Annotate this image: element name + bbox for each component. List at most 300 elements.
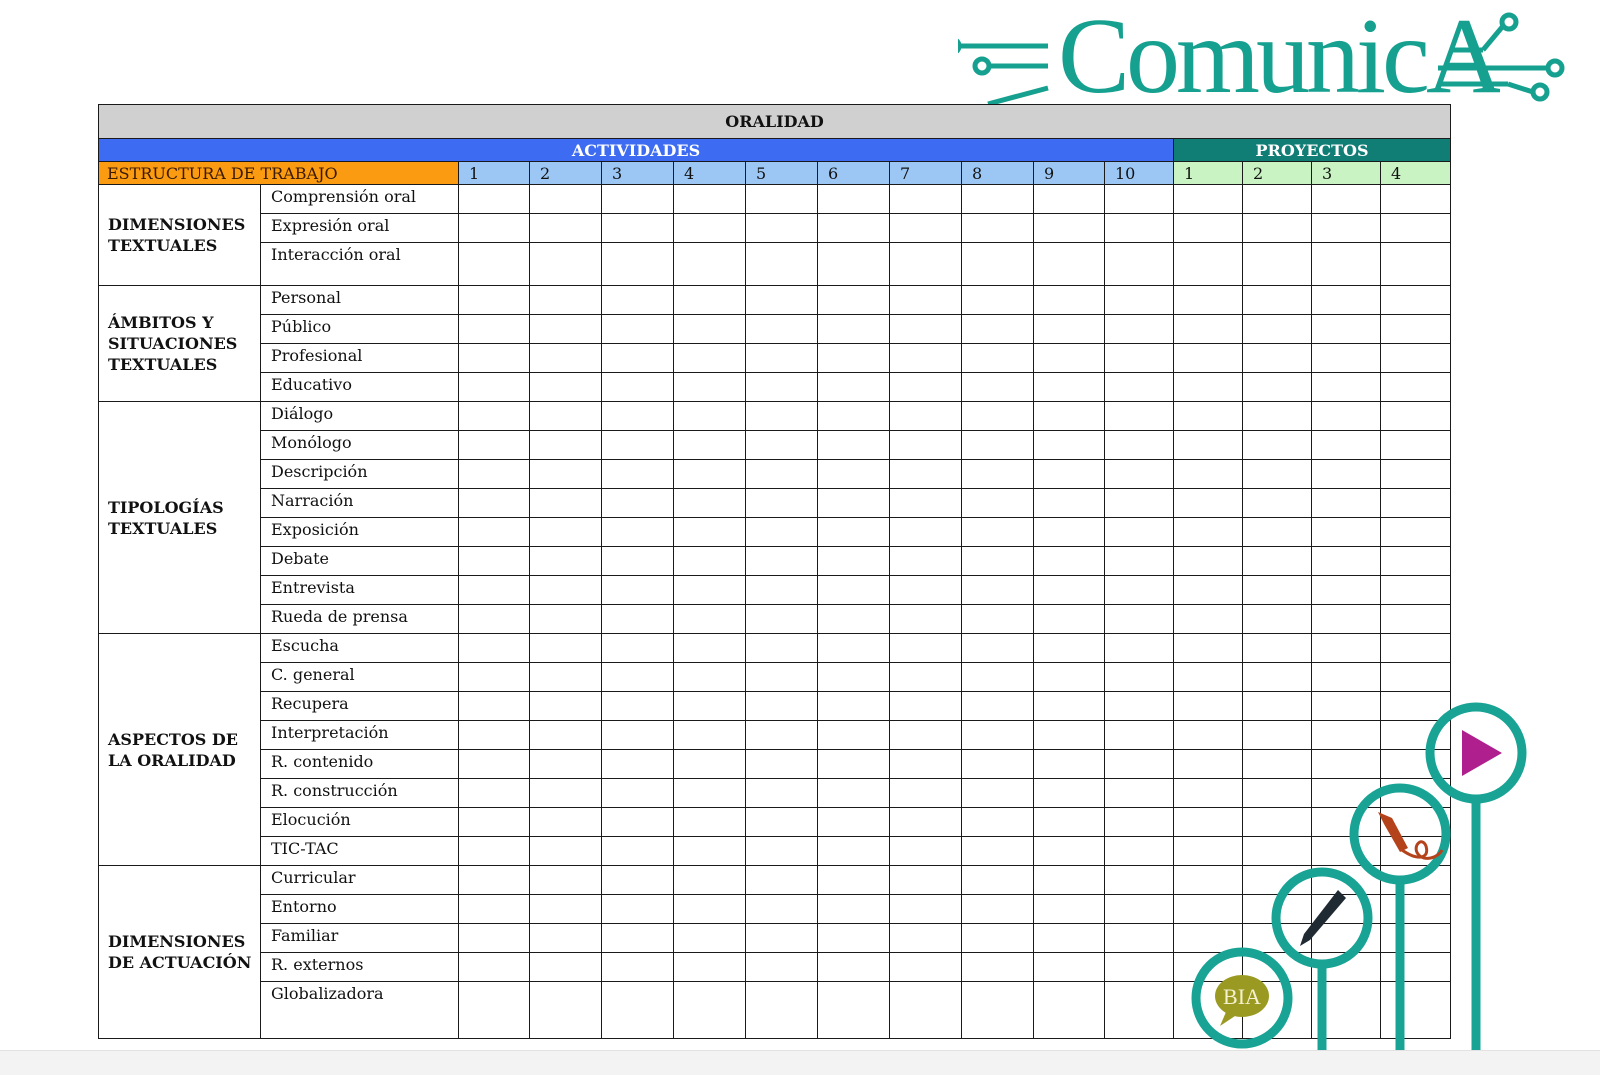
- empty-cell[interactable]: [818, 431, 890, 460]
- empty-cell[interactable]: [674, 518, 746, 547]
- empty-cell[interactable]: [890, 243, 962, 286]
- empty-cell[interactable]: [962, 185, 1034, 214]
- empty-cell[interactable]: [1312, 460, 1381, 489]
- empty-cell[interactable]: [1312, 185, 1381, 214]
- empty-cell[interactable]: [890, 547, 962, 576]
- empty-cell[interactable]: [1243, 373, 1312, 402]
- empty-cell[interactable]: [530, 344, 602, 373]
- empty-cell[interactable]: [746, 576, 818, 605]
- empty-cell[interactable]: [1312, 214, 1381, 243]
- empty-cell[interactable]: [746, 692, 818, 721]
- empty-cell[interactable]: [1174, 315, 1243, 344]
- empty-cell[interactable]: [459, 924, 530, 953]
- empty-cell[interactable]: [1034, 344, 1105, 373]
- empty-cell[interactable]: [602, 750, 674, 779]
- empty-cell[interactable]: [459, 837, 530, 866]
- empty-cell[interactable]: [459, 402, 530, 431]
- empty-cell[interactable]: [818, 460, 890, 489]
- empty-cell[interactable]: [962, 373, 1034, 402]
- empty-cell[interactable]: [459, 214, 530, 243]
- empty-cell[interactable]: [962, 750, 1034, 779]
- empty-cell[interactable]: [818, 373, 890, 402]
- empty-cell[interactable]: [459, 866, 530, 895]
- empty-cell[interactable]: [602, 460, 674, 489]
- empty-cell[interactable]: [1381, 518, 1451, 547]
- empty-cell[interactable]: [1312, 315, 1381, 344]
- empty-cell[interactable]: [674, 721, 746, 750]
- empty-cell[interactable]: [674, 953, 746, 982]
- empty-cell[interactable]: [602, 402, 674, 431]
- empty-cell[interactable]: [962, 489, 1034, 518]
- empty-cell[interactable]: [1174, 663, 1243, 692]
- empty-cell[interactable]: [1243, 460, 1312, 489]
- empty-cell[interactable]: [1105, 663, 1174, 692]
- empty-cell[interactable]: [1105, 373, 1174, 402]
- empty-cell[interactable]: [530, 866, 602, 895]
- empty-cell[interactable]: [674, 750, 746, 779]
- empty-cell[interactable]: [1105, 750, 1174, 779]
- empty-cell[interactable]: [962, 924, 1034, 953]
- empty-cell[interactable]: [818, 779, 890, 808]
- empty-cell[interactable]: [1312, 576, 1381, 605]
- empty-cell[interactable]: [1312, 663, 1381, 692]
- empty-cell[interactable]: [818, 214, 890, 243]
- empty-cell[interactable]: [890, 518, 962, 547]
- empty-cell[interactable]: [890, 286, 962, 315]
- empty-cell[interactable]: [602, 692, 674, 721]
- empty-cell[interactable]: [1174, 576, 1243, 605]
- empty-cell[interactable]: [1312, 431, 1381, 460]
- empty-cell[interactable]: [962, 866, 1034, 895]
- empty-cell[interactable]: [530, 214, 602, 243]
- empty-cell[interactable]: [1243, 634, 1312, 663]
- empty-cell[interactable]: [962, 692, 1034, 721]
- empty-cell[interactable]: [530, 924, 602, 953]
- empty-cell[interactable]: [459, 431, 530, 460]
- empty-cell[interactable]: [1034, 315, 1105, 344]
- empty-cell[interactable]: [962, 837, 1034, 866]
- empty-cell[interactable]: [530, 243, 602, 286]
- empty-cell[interactable]: [602, 924, 674, 953]
- empty-cell[interactable]: [1105, 489, 1174, 518]
- empty-cell[interactable]: [602, 663, 674, 692]
- empty-cell[interactable]: [1243, 547, 1312, 576]
- empty-cell[interactable]: [530, 605, 602, 634]
- empty-cell[interactable]: [962, 460, 1034, 489]
- empty-cell[interactable]: [1034, 750, 1105, 779]
- empty-cell[interactable]: [1034, 460, 1105, 489]
- empty-cell[interactable]: [530, 721, 602, 750]
- empty-cell[interactable]: [890, 185, 962, 214]
- empty-cell[interactable]: [746, 243, 818, 286]
- empty-cell[interactable]: [602, 373, 674, 402]
- empty-cell[interactable]: [746, 460, 818, 489]
- empty-cell[interactable]: [1105, 547, 1174, 576]
- empty-cell[interactable]: [890, 344, 962, 373]
- empty-cell[interactable]: [746, 837, 818, 866]
- empty-cell[interactable]: [459, 185, 530, 214]
- empty-cell[interactable]: [890, 953, 962, 982]
- empty-cell[interactable]: [1034, 634, 1105, 663]
- empty-cell[interactable]: [962, 214, 1034, 243]
- empty-cell[interactable]: [602, 286, 674, 315]
- empty-cell[interactable]: [674, 460, 746, 489]
- empty-cell[interactable]: [602, 779, 674, 808]
- empty-cell[interactable]: [818, 185, 890, 214]
- empty-cell[interactable]: [1105, 982, 1174, 1039]
- empty-cell[interactable]: [674, 808, 746, 837]
- empty-cell[interactable]: [674, 344, 746, 373]
- empty-cell[interactable]: [746, 895, 818, 924]
- empty-cell[interactable]: [1312, 489, 1381, 518]
- empty-cell[interactable]: [1174, 344, 1243, 373]
- empty-cell[interactable]: [1312, 243, 1381, 286]
- empty-cell[interactable]: [962, 605, 1034, 634]
- empty-cell[interactable]: [1243, 344, 1312, 373]
- empty-cell[interactable]: [602, 431, 674, 460]
- empty-cell[interactable]: [746, 982, 818, 1039]
- empty-cell[interactable]: [746, 721, 818, 750]
- empty-cell[interactable]: [890, 721, 962, 750]
- empty-cell[interactable]: [1174, 431, 1243, 460]
- empty-cell[interactable]: [1034, 808, 1105, 837]
- empty-cell[interactable]: [818, 924, 890, 953]
- empty-cell[interactable]: [962, 576, 1034, 605]
- empty-cell[interactable]: [1034, 185, 1105, 214]
- empty-cell[interactable]: [602, 721, 674, 750]
- empty-cell[interactable]: [530, 431, 602, 460]
- empty-cell[interactable]: [1381, 431, 1451, 460]
- empty-cell[interactable]: [459, 663, 530, 692]
- empty-cell[interactable]: [890, 663, 962, 692]
- empty-cell[interactable]: [746, 315, 818, 344]
- empty-cell[interactable]: [530, 634, 602, 663]
- empty-cell[interactable]: [818, 489, 890, 518]
- empty-cell[interactable]: [1312, 547, 1381, 576]
- empty-cell[interactable]: [746, 605, 818, 634]
- empty-cell[interactable]: [1105, 924, 1174, 953]
- empty-cell[interactable]: [1381, 373, 1451, 402]
- empty-cell[interactable]: [1105, 721, 1174, 750]
- empty-cell[interactable]: [1243, 489, 1312, 518]
- empty-cell[interactable]: [818, 837, 890, 866]
- empty-cell[interactable]: [818, 663, 890, 692]
- empty-cell[interactable]: [530, 185, 602, 214]
- empty-cell[interactable]: [1105, 866, 1174, 895]
- empty-cell[interactable]: [530, 663, 602, 692]
- empty-cell[interactable]: [1312, 605, 1381, 634]
- empty-cell[interactable]: [602, 605, 674, 634]
- empty-cell[interactable]: [746, 953, 818, 982]
- empty-cell[interactable]: [818, 518, 890, 547]
- empty-cell[interactable]: [1105, 315, 1174, 344]
- empty-cell[interactable]: [1174, 489, 1243, 518]
- empty-cell[interactable]: [746, 344, 818, 373]
- empty-cell[interactable]: [602, 953, 674, 982]
- empty-cell[interactable]: [459, 286, 530, 315]
- empty-cell[interactable]: [530, 837, 602, 866]
- empty-cell[interactable]: [890, 837, 962, 866]
- empty-cell[interactable]: [890, 866, 962, 895]
- empty-cell[interactable]: [962, 982, 1034, 1039]
- empty-cell[interactable]: [1034, 895, 1105, 924]
- empty-cell[interactable]: [1174, 373, 1243, 402]
- empty-cell[interactable]: [674, 605, 746, 634]
- empty-cell[interactable]: [1034, 547, 1105, 576]
- empty-cell[interactable]: [818, 286, 890, 315]
- empty-cell[interactable]: [674, 634, 746, 663]
- empty-cell[interactable]: [890, 692, 962, 721]
- empty-cell[interactable]: [962, 315, 1034, 344]
- empty-cell[interactable]: [674, 402, 746, 431]
- empty-cell[interactable]: [674, 373, 746, 402]
- empty-cell[interactable]: [1174, 214, 1243, 243]
- empty-cell[interactable]: [962, 663, 1034, 692]
- empty-cell[interactable]: [459, 243, 530, 286]
- empty-cell[interactable]: [1381, 185, 1451, 214]
- empty-cell[interactable]: [1105, 214, 1174, 243]
- empty-cell[interactable]: [1105, 576, 1174, 605]
- empty-cell[interactable]: [962, 547, 1034, 576]
- empty-cell[interactable]: [530, 547, 602, 576]
- empty-cell[interactable]: [1105, 402, 1174, 431]
- empty-cell[interactable]: [530, 895, 602, 924]
- empty-cell[interactable]: [890, 489, 962, 518]
- empty-cell[interactable]: [818, 344, 890, 373]
- empty-cell[interactable]: [674, 489, 746, 518]
- empty-cell[interactable]: [1034, 373, 1105, 402]
- empty-cell[interactable]: [459, 547, 530, 576]
- empty-cell[interactable]: [746, 779, 818, 808]
- empty-cell[interactable]: [1034, 576, 1105, 605]
- empty-cell[interactable]: [1381, 315, 1451, 344]
- empty-cell[interactable]: [602, 518, 674, 547]
- empty-cell[interactable]: [1381, 344, 1451, 373]
- empty-cell[interactable]: [818, 243, 890, 286]
- empty-cell[interactable]: [890, 315, 962, 344]
- empty-cell[interactable]: [459, 344, 530, 373]
- empty-cell[interactable]: [1105, 692, 1174, 721]
- empty-cell[interactable]: [602, 576, 674, 605]
- empty-cell[interactable]: [602, 634, 674, 663]
- empty-cell[interactable]: [1105, 344, 1174, 373]
- empty-cell[interactable]: [890, 605, 962, 634]
- empty-cell[interactable]: [459, 692, 530, 721]
- empty-cell[interactable]: [674, 185, 746, 214]
- empty-cell[interactable]: [818, 634, 890, 663]
- empty-cell[interactable]: [1034, 982, 1105, 1039]
- empty-cell[interactable]: [1312, 344, 1381, 373]
- empty-cell[interactable]: [459, 576, 530, 605]
- empty-cell[interactable]: [530, 373, 602, 402]
- empty-cell[interactable]: [1381, 605, 1451, 634]
- empty-cell[interactable]: [674, 214, 746, 243]
- empty-cell[interactable]: [674, 779, 746, 808]
- empty-cell[interactable]: [1034, 243, 1105, 286]
- empty-cell[interactable]: [1243, 402, 1312, 431]
- empty-cell[interactable]: [674, 431, 746, 460]
- empty-cell[interactable]: [818, 895, 890, 924]
- empty-cell[interactable]: [746, 866, 818, 895]
- empty-cell[interactable]: [1243, 315, 1312, 344]
- empty-cell[interactable]: [1174, 286, 1243, 315]
- empty-cell[interactable]: [746, 547, 818, 576]
- empty-cell[interactable]: [1381, 489, 1451, 518]
- empty-cell[interactable]: [459, 518, 530, 547]
- empty-cell[interactable]: [602, 837, 674, 866]
- empty-cell[interactable]: [962, 431, 1034, 460]
- empty-cell[interactable]: [530, 779, 602, 808]
- empty-cell[interactable]: [602, 185, 674, 214]
- empty-cell[interactable]: [746, 431, 818, 460]
- empty-cell[interactable]: [962, 634, 1034, 663]
- empty-cell[interactable]: [1312, 634, 1381, 663]
- empty-cell[interactable]: [602, 808, 674, 837]
- empty-cell[interactable]: [674, 982, 746, 1039]
- empty-cell[interactable]: [1105, 953, 1174, 982]
- empty-cell[interactable]: [602, 344, 674, 373]
- empty-cell[interactable]: [1381, 214, 1451, 243]
- empty-cell[interactable]: [674, 286, 746, 315]
- empty-cell[interactable]: [1243, 214, 1312, 243]
- empty-cell[interactable]: [674, 663, 746, 692]
- empty-cell[interactable]: [530, 489, 602, 518]
- empty-cell[interactable]: [530, 692, 602, 721]
- empty-cell[interactable]: [1381, 663, 1451, 692]
- empty-cell[interactable]: [1243, 286, 1312, 315]
- empty-cell[interactable]: [1034, 214, 1105, 243]
- empty-cell[interactable]: [459, 605, 530, 634]
- empty-cell[interactable]: [674, 547, 746, 576]
- empty-cell[interactable]: [1243, 663, 1312, 692]
- empty-cell[interactable]: [1243, 185, 1312, 214]
- empty-cell[interactable]: [1174, 547, 1243, 576]
- empty-cell[interactable]: [674, 692, 746, 721]
- empty-cell[interactable]: [1105, 634, 1174, 663]
- empty-cell[interactable]: [1381, 460, 1451, 489]
- empty-cell[interactable]: [674, 315, 746, 344]
- empty-cell[interactable]: [890, 214, 962, 243]
- empty-cell[interactable]: [818, 692, 890, 721]
- empty-cell[interactable]: [674, 924, 746, 953]
- empty-cell[interactable]: [1312, 373, 1381, 402]
- empty-cell[interactable]: [1174, 185, 1243, 214]
- empty-cell[interactable]: [890, 373, 962, 402]
- empty-cell[interactable]: [1243, 605, 1312, 634]
- empty-cell[interactable]: [1034, 489, 1105, 518]
- empty-cell[interactable]: [459, 750, 530, 779]
- empty-cell[interactable]: [818, 721, 890, 750]
- empty-cell[interactable]: [890, 895, 962, 924]
- empty-cell[interactable]: [459, 315, 530, 344]
- empty-cell[interactable]: [1105, 286, 1174, 315]
- empty-cell[interactable]: [1105, 779, 1174, 808]
- empty-cell[interactable]: [746, 518, 818, 547]
- empty-cell[interactable]: [1034, 518, 1105, 547]
- empty-cell[interactable]: [459, 721, 530, 750]
- empty-cell[interactable]: [1174, 243, 1243, 286]
- empty-cell[interactable]: [1034, 431, 1105, 460]
- empty-cell[interactable]: [962, 344, 1034, 373]
- empty-cell[interactable]: [1381, 634, 1451, 663]
- empty-cell[interactable]: [530, 576, 602, 605]
- empty-cell[interactable]: [890, 460, 962, 489]
- empty-cell[interactable]: [1034, 837, 1105, 866]
- empty-cell[interactable]: [530, 460, 602, 489]
- empty-cell[interactable]: [746, 808, 818, 837]
- empty-cell[interactable]: [1312, 518, 1381, 547]
- empty-cell[interactable]: [602, 243, 674, 286]
- empty-cell[interactable]: [890, 402, 962, 431]
- empty-cell[interactable]: [1243, 431, 1312, 460]
- empty-cell[interactable]: [962, 808, 1034, 837]
- empty-cell[interactable]: [1105, 431, 1174, 460]
- empty-cell[interactable]: [602, 895, 674, 924]
- empty-cell[interactable]: [962, 402, 1034, 431]
- empty-cell[interactable]: [890, 924, 962, 953]
- empty-cell[interactable]: [1312, 286, 1381, 315]
- empty-cell[interactable]: [962, 518, 1034, 547]
- empty-cell[interactable]: [1105, 460, 1174, 489]
- empty-cell[interactable]: [890, 982, 962, 1039]
- empty-cell[interactable]: [1105, 837, 1174, 866]
- empty-cell[interactable]: [1174, 460, 1243, 489]
- empty-cell[interactable]: [1381, 547, 1451, 576]
- empty-cell[interactable]: [602, 866, 674, 895]
- empty-cell[interactable]: [818, 402, 890, 431]
- empty-cell[interactable]: [962, 721, 1034, 750]
- empty-cell[interactable]: [1034, 402, 1105, 431]
- empty-cell[interactable]: [818, 750, 890, 779]
- empty-cell[interactable]: [530, 808, 602, 837]
- empty-cell[interactable]: [1174, 605, 1243, 634]
- empty-cell[interactable]: [890, 750, 962, 779]
- empty-cell[interactable]: [1034, 663, 1105, 692]
- empty-cell[interactable]: [674, 243, 746, 286]
- empty-cell[interactable]: [818, 953, 890, 982]
- empty-cell[interactable]: [962, 953, 1034, 982]
- empty-cell[interactable]: [746, 750, 818, 779]
- empty-cell[interactable]: [1243, 576, 1312, 605]
- empty-cell[interactable]: [530, 953, 602, 982]
- empty-cell[interactable]: [459, 895, 530, 924]
- empty-cell[interactable]: [1243, 518, 1312, 547]
- empty-cell[interactable]: [1034, 692, 1105, 721]
- empty-cell[interactable]: [674, 866, 746, 895]
- empty-cell[interactable]: [459, 953, 530, 982]
- empty-cell[interactable]: [746, 634, 818, 663]
- empty-cell[interactable]: [459, 779, 530, 808]
- empty-cell[interactable]: [459, 808, 530, 837]
- empty-cell[interactable]: [602, 547, 674, 576]
- empty-cell[interactable]: [746, 402, 818, 431]
- empty-cell[interactable]: [530, 402, 602, 431]
- empty-cell[interactable]: [746, 373, 818, 402]
- empty-cell[interactable]: [530, 518, 602, 547]
- empty-cell[interactable]: [1034, 866, 1105, 895]
- empty-cell[interactable]: [674, 837, 746, 866]
- empty-cell[interactable]: [1381, 243, 1451, 286]
- empty-cell[interactable]: [818, 576, 890, 605]
- empty-cell[interactable]: [890, 431, 962, 460]
- empty-cell[interactable]: [459, 460, 530, 489]
- empty-cell[interactable]: [962, 779, 1034, 808]
- empty-cell[interactable]: [890, 808, 962, 837]
- empty-cell[interactable]: [1105, 518, 1174, 547]
- empty-cell[interactable]: [818, 547, 890, 576]
- empty-cell[interactable]: [602, 982, 674, 1039]
- empty-cell[interactable]: [1034, 286, 1105, 315]
